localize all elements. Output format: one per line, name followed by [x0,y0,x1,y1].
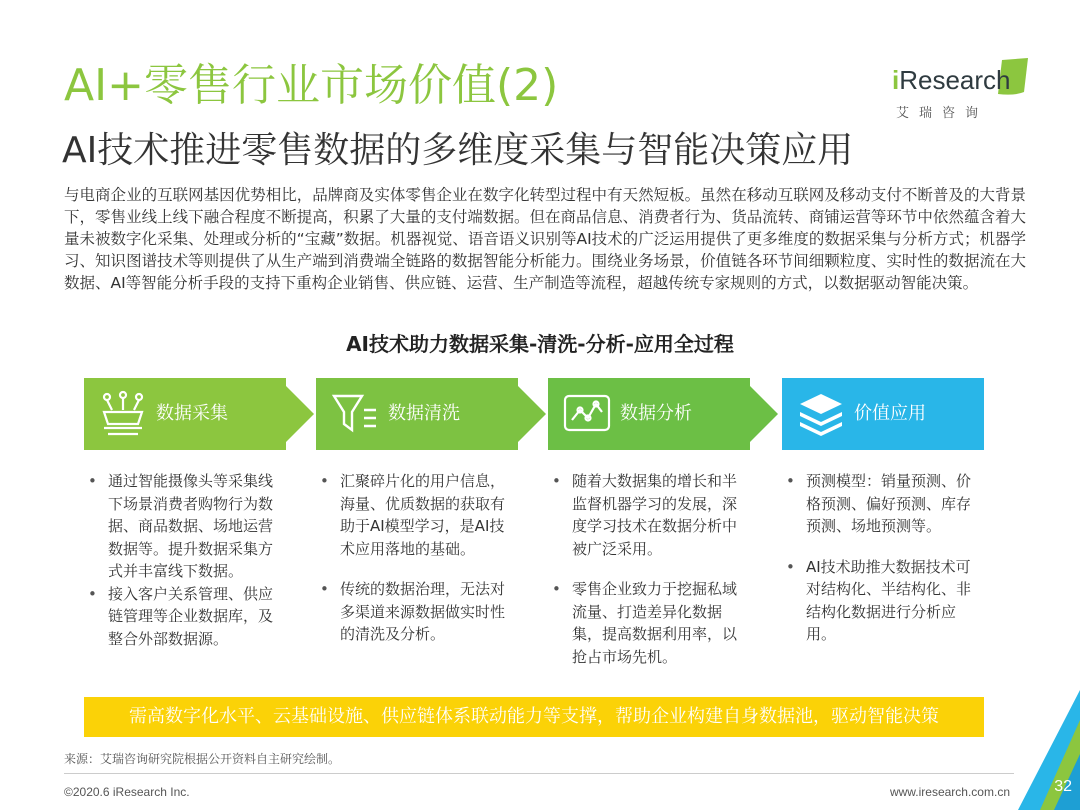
list-item: • 传统的数据治理，无法对多渠道来源数据做实时性的清洗及分析。 [316,578,512,646]
flow-title: AI技术助力数据采集-清洗-分析-应用全过程 [346,332,734,356]
stage-label: 数据采集 [156,403,228,424]
stage-data-collection [84,378,286,450]
stage-label: 数据清洗 [388,403,460,424]
intro-paragraph: 与电商企业的互联网基因优势相比，品牌商及实体零售企业在数字化转型过程中有天然短板。虽然在移动互联网及移动支付不断普及的大背景下，零售业线上线下融合程度不断提高，积累了大量的支付端数据。但在商品信息、消费者行为、货品流转、商铺运营等环节中依然蕴含着大量未被数字化采集、处理或分析的“宝藏”数据。机器视觉、语音语义识别等AI技术的广泛运用提供了更多维度的数据采集与分析方式；机器学习、知识图谱技术等则提供了从生产端到消费端全链路的数据智能分析能力。围绕业务场景，价值链各环节间细颗粒度、实时性的数据流在大数据、AI等智能分析手段的支持下重构企业销售、供应链、运营、生产制造等流程，超越传统专家规则的方式，以数据驱动智能决策。 [64,186,1026,292]
data-collection-icon [98,390,148,438]
stage-data-analysis [548,378,750,450]
list-item: • 汇聚碎片化的用户信息，海量、优质数据的获取有助于AI模型学习，是AI技术应用落地的基础。 [316,470,512,560]
stage-value-application [782,378,984,450]
stage-1-bullets [84,470,280,650]
stage-data-cleaning [316,378,518,450]
list-item: • 随着大数据集的增长和半监督机器学习的发展，深度学习技术在数据分析中被广泛采用。 [548,470,744,560]
source-note: 来源：艾瑞咨询研究院根据公开资料自主研究绘制。 [64,752,341,766]
logo-wordmark [892,64,1011,96]
logo-research: Research [899,65,1011,95]
logo-i: i [892,65,900,95]
list-item: • 零售企业致力于挖掘私域流量、打造差异化数据集，提高数据利用率，以抢占市场先机。 [548,578,744,668]
stage-label: 数据分析 [620,403,692,424]
stage-4-bullets [782,470,978,646]
page-title: AI+零售行业市场价值(2) [64,60,559,111]
page-number: 32 [1054,778,1072,795]
arrow-right-icon [518,386,546,442]
data-analysis-icon [562,390,612,438]
arrow-right-icon [750,386,778,442]
list-item: • 通过智能摄像头等采集线下场景消费者购物行为数据、商品数据、场地运营数据等。提升数据采集方式并丰富线下数据。 [84,470,280,583]
stage-2-bullets [316,470,512,646]
arrow-right-icon [286,386,314,442]
logo-tagline: 艾瑞咨询 [896,106,989,121]
iresearch-logo [892,58,1032,128]
stage-3-bullets [548,470,744,668]
list-item: • 预测模型：销量预测、价格预测、偏好预测、库存预测、场地预测等。 [782,470,978,538]
footer-divider [64,773,1014,774]
list-item: • AI技术助推大数据技术可对结构化、半结构化、非结构化数据进行分析应用。 [782,556,978,646]
layers-icon [796,390,846,438]
stage-label: 价值应用 [854,403,926,424]
summary-banner: 需高数字化水平、云基础设施、供应链体系联动能力等支撑，帮助企业构建自身数据池，驱动智能决策 [84,697,984,737]
page-subtitle: AI技术推进零售数据的多维度采集与智能决策应用 [62,130,854,171]
data-filter-icon [330,390,380,438]
website-link[interactable]: www.iresearch.com.cn [889,785,1010,799]
list-item: • 接入客户关系管理、供应链管理等企业数据库，及整合外部数据源。 [84,583,280,651]
copyright: ©2020.6 iResearch Inc. [64,785,190,799]
